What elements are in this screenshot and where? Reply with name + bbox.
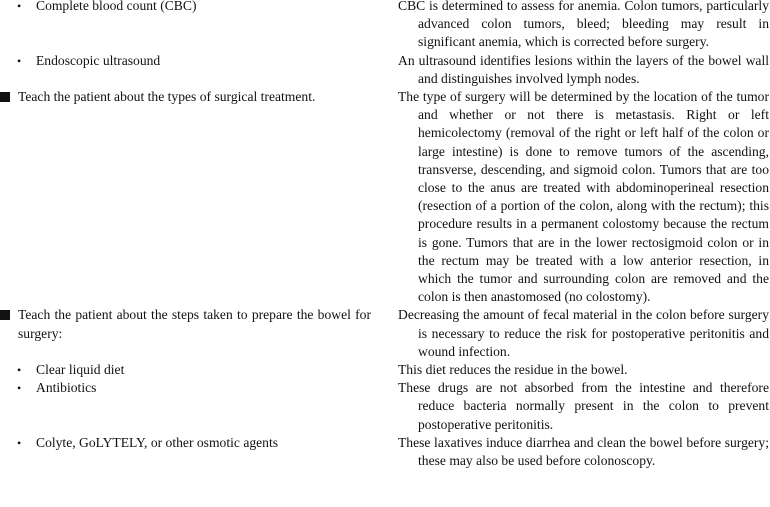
intervention-cell [0, 52, 398, 70]
rationale-cell: An ultrasound identifies lesions within the layers of the bowel wall and distinguishes involved lymph nodes. [398, 52, 769, 86]
bullet-icon: • [17, 53, 22, 68]
intervention-cell [0, 361, 398, 379]
intervention-cell [0, 88, 398, 106]
intervention-cell [0, 379, 398, 397]
intervention-cell [0, 434, 398, 452]
square-bullet-icon [0, 310, 10, 320]
intervention-text: Clear liquid diet [36, 362, 125, 378]
rationale-cell: This diet reduces the residue in the bowel. [398, 362, 628, 378]
rationale-cell: Decreasing the amount of fecal material in the colon before surgery is necessary to reduce the risk for postoperative peritonitis and wound infection. [398, 307, 769, 359]
table-row [0, 379, 770, 434]
square-bullet-icon [0, 92, 10, 102]
table-row [0, 0, 770, 52]
table-row [0, 361, 770, 379]
intervention-text: Teach the patient about the types of surgical treatment. [18, 89, 316, 105]
table-row [0, 306, 770, 361]
intervention-cell [0, 0, 398, 15]
rationale-cell: These laxatives induce diarrhea and clean the bowel before surgery; these may also be used before colonoscopy. [398, 434, 769, 469]
rationale-cell: CBC is determined to assess for anemia. Colon tumors, particularly advanced colon tumors, bleed; bleeding may result in significant anemia, which is corrected before surgery. [398, 0, 769, 50]
rationale-cell: The type of surgery will be determined by the location of the tumor and whether or not there is metastasis. Right or left hemicolectomy (removal of the right or left half of the colon or large intestine) is done to remove tumors of the ascending, transverse, descending, and sigmoid colon. Tumors that are too close to the anus are treated with abdominoperineal resection (resection of a portion of the colon, along with the rectum); this procedure results in a permanent colostomy because the rectum is gone. Tumors that are in the lower rectosigmoid colon or in the rectum may be treated with a low anterior resection, in which the tumor and surrounding colon are removed and the colon is then anastomosed (no colostomy). [398, 89, 769, 305]
intervention-cell [0, 306, 398, 342]
intervention-text: Endoscopic ultrasound [36, 52, 161, 68]
bullet-icon: • [17, 435, 22, 450]
intervention-text: Antibiotics [36, 380, 97, 396]
table-row [0, 434, 770, 470]
intervention-text: Teach the patient about the steps taken to prepare the bowel for surgery: [18, 307, 371, 341]
bullet-icon: • [17, 381, 22, 396]
table-row [0, 52, 770, 88]
intervention-text: Complete blood count (CBC) [36, 0, 197, 13]
bullet-icon: • [17, 0, 22, 13]
table-row [0, 88, 770, 306]
rationale-cell: These drugs are not absorbed from the intestine and therefore reduce bacteria normally present in the colon to prevent postoperative peritonitis. [398, 380, 769, 432]
intervention-text: Colyte, GoLYTELY, or other osmotic agents [36, 434, 279, 450]
bullet-icon: • [17, 363, 22, 378]
